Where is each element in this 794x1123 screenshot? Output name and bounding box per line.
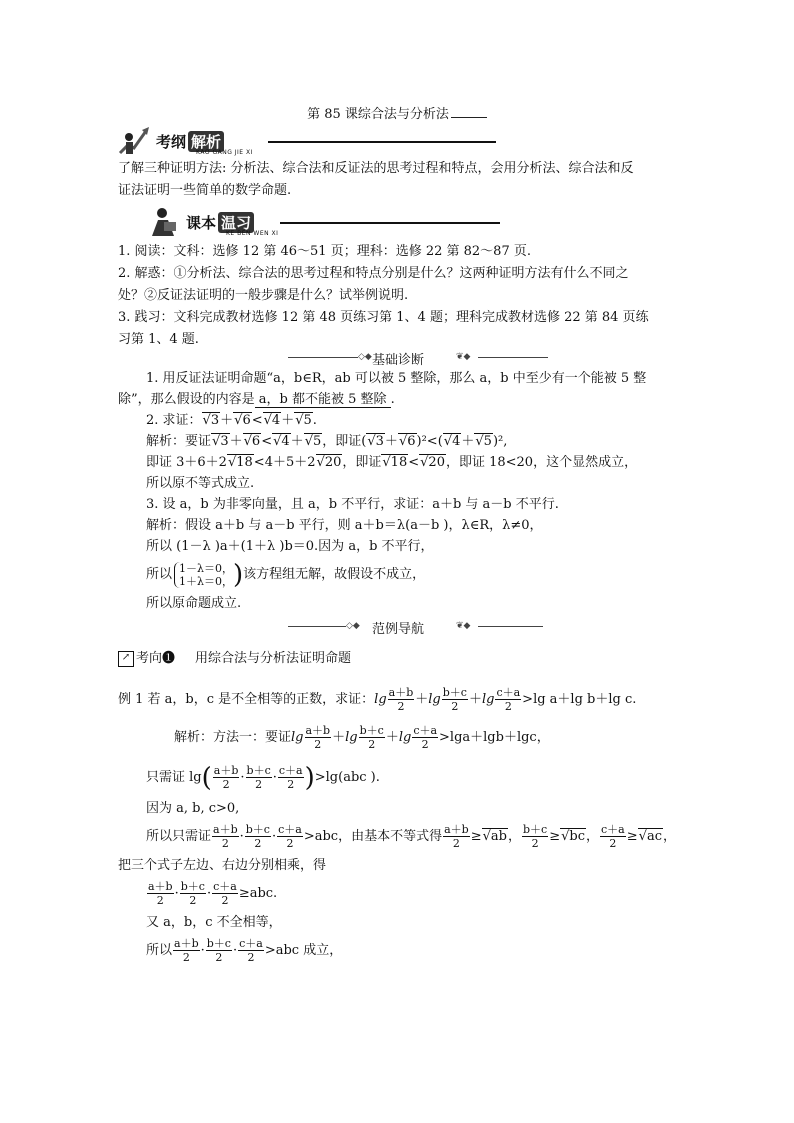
section-banner-keben: 课本 温习 KE BEN WEN XI [148,206,678,240]
list-item: 1. 阅读：文科：选修 12 第 46～51 页；理科：选修 22 第 82～87 页. [118,244,531,259]
section-banner-kaogang: 考纲 解析 KAO GANG JIE XI [118,125,678,159]
kaoxiang-heading: ↗ 考向❶ 用综合法与分析法证明命题 [118,648,678,670]
student-chart-icon [118,125,150,159]
ornament-icon: ◇◆ [346,621,360,631]
section-divider-jichu: ◇◆ ❦◆ 基础诊断 [118,348,678,368]
example-1: 例 1 若 a，b，c 是不全相等的正数，求证：lg $\frac{a+b}{2}$ ＋lg $\frac{b+c}{2}$ ＋lg $\frac{c+a}{2}$ >lg a＋lg b＋lg c. 解析：方法一：要证lg $\frac{a+b}{2}$ ＋lg $\frac{b+c}{2}$ ＋lg $\frac{c+a}{2}$ >lga＋lgb＋lgc， 只需证 lg( $\frac{a+b}{2}$ · $\frac{b+c}{2}$ · $\frac{c+a}{2}$ )>lg(abc ). 因为 a, b, c>0, 所以只需证 $\frac{a+b}{2}$ · $\frac{b+c}{2}$ · $\frac{c+a}{2}$ >abc，由基本不等式得 $\frac{a+b}{2}$ ≥√ ab， $\frac{b+c}{2}$ ≥√ bc， $\frac{c+a}{2}$ ≥√ ac， 把三个式子左边、右边分别相乘，得 $\frac{a+b}{2}$ · $\frac{b+c}{2}$ · $\frac{c+a}{2}$ ≥abc. 又 a，b，c 不全相等， 所以 $\frac{a+b}{2}$ · $\frac{b+c}{2}$ · $\frac{c+a}{2}$ >abc 成立， [118,682,678,969]
ornament-icon: ❦◆ [456,621,471,631]
list-item: 处？②反证法证明的一般步骤是什么？试举例说明. [118,288,409,303]
intro-paragraph: 了解三种证明方法: 分析法、综合法和反证法的思考过程和特点，会用分析法、综合法和反 证法证明一些简单的数学命题. [118,161,634,198]
ornament-icon: ❦◆ [456,352,471,362]
list-item: 2. 解惑：①分析法、综合法的思考过程和特点分别是什么？这两种证明方法有什么不同之 [118,266,629,281]
reader-icon [148,206,180,240]
page-title: 第 85 课综合法与分析法 [0,103,794,122]
list-item: 习第 1、4 题. [118,332,199,347]
section-divider-fanli: ◇◆ ❦◆ 范例导航 [118,617,678,637]
trend-arrow-icon: ↗ [118,651,134,667]
review-list [118,241,678,351]
list-item: 3. 践习：文科完成教材选修 12 第 48 页练习第 1、4 题；理科完成教材选修 22 第 84 页练 [118,310,649,325]
ornament-icon: ◇◆ [358,352,372,362]
basic-diagnosis: 1. 用反证法证明命题“a，b∈R，ab 可以被 5 整除，那么 a，b 中至少有一个能被 5 整 除”，那么假设的内容是 a，b 都不能被 5 整除 . 2. 求证：√ 3＋√ 6<√ 4＋√ 5. 解析：要证√ 3＋√ 6<√ 4＋√ 5，即证(√ 3＋√ 6)²<(√ 4＋√ 5)², 即证 3＋6＋2√ 18<4＋5＋2√ 20，即证√ 18<√ 20，即证 18<20，这个显然成立， 所以原不等式成立. 3. 设 a，b 为非零向量，且 a，b 不平行，求证：a＋b 与 a－b 不平行. 解析：假设 a＋b 与 a－b 平行，则 a＋b＝λ(a－b )，λ∈R，λ≠0， 所以 (1－λ )a＋(1＋λ )b＝0.因为 a，b 不平行， 所以 1－λ＝0， 1＋λ＝0， )该方程组无解，故假设不成立， 所以原命题成立. [118,368,678,614]
